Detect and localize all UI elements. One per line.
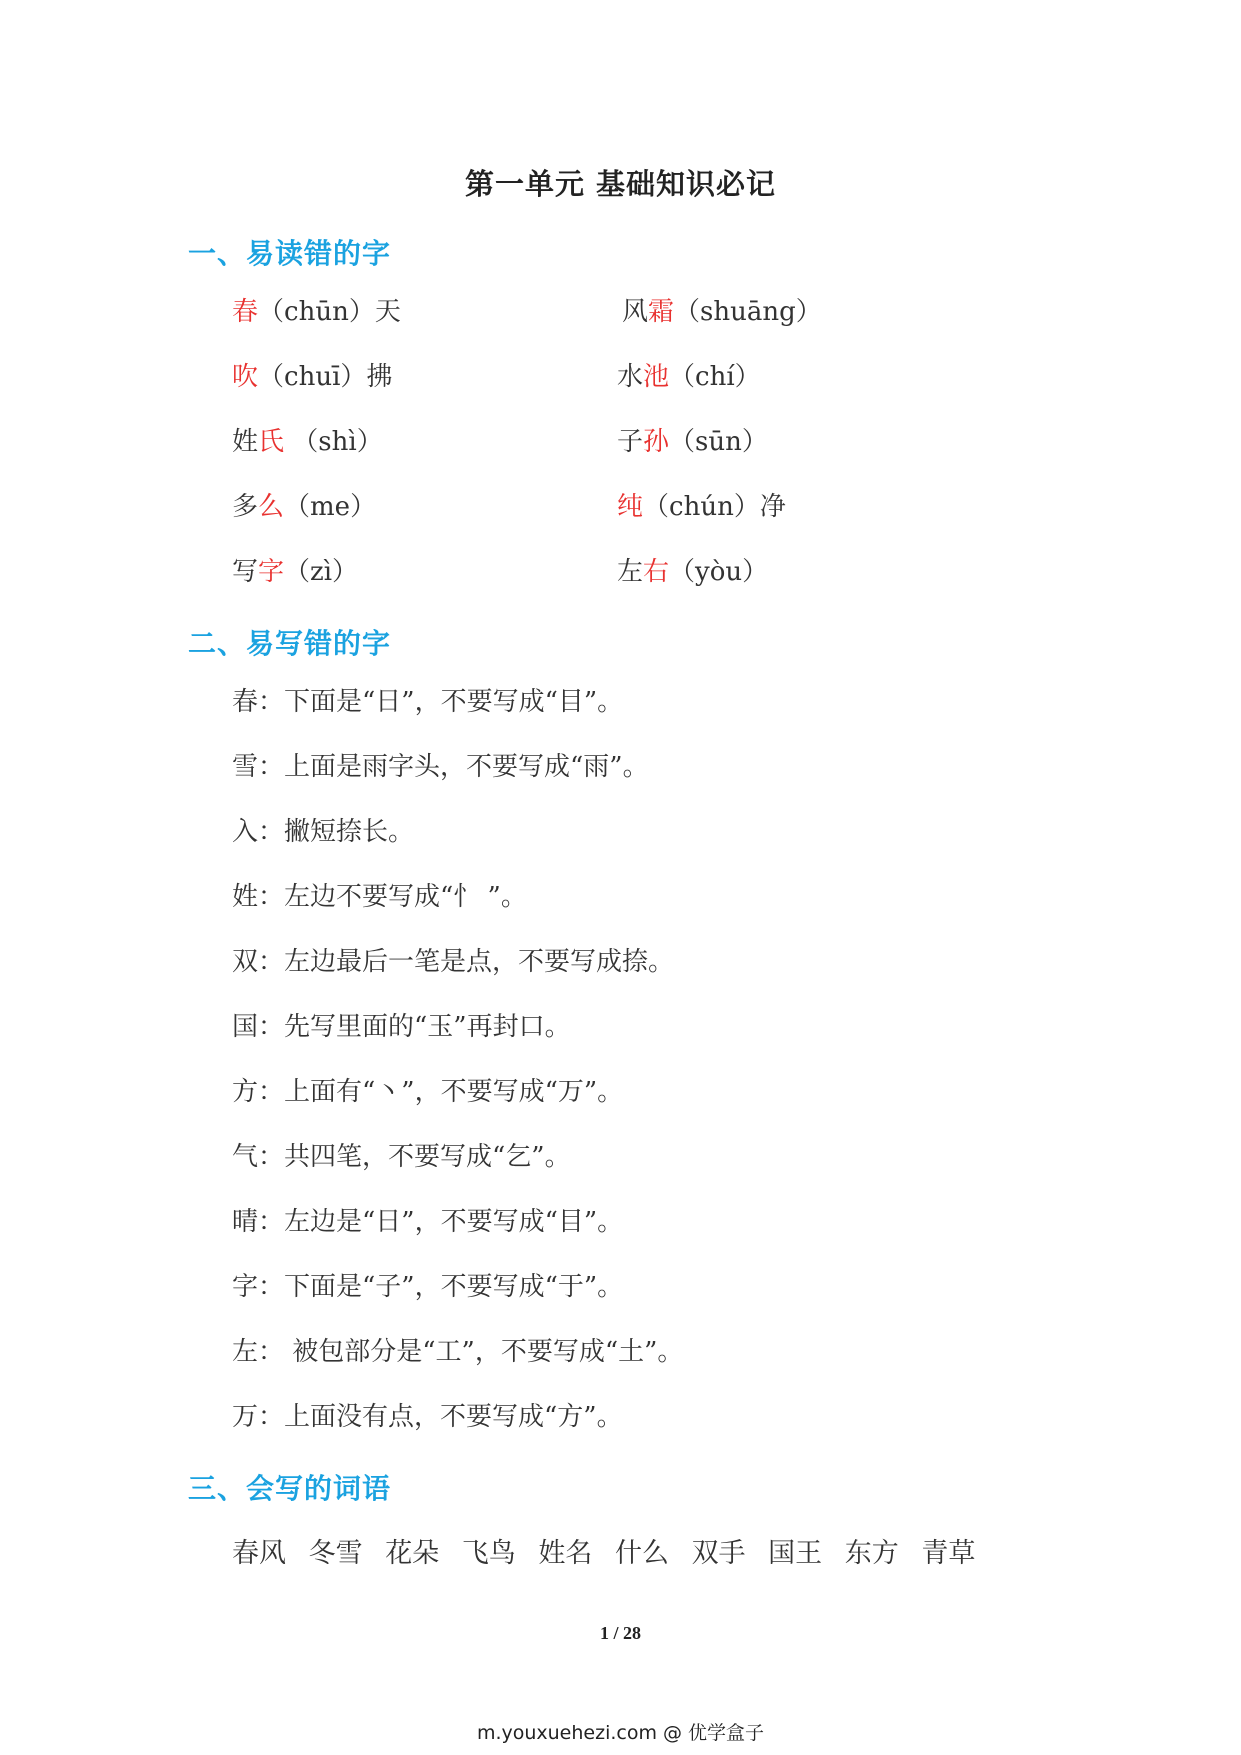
writing-rule: 晴：左边是“日”，不要写成“目”。 xyxy=(232,1207,624,1237)
reading-text: 子 xyxy=(617,427,644,457)
writing-rule: 万：上面没有点，不要写成“方”。 xyxy=(232,1402,623,1432)
writing-rule: 入：撇短捺长。 xyxy=(232,817,415,847)
section-heading-reading: 一、易读错的字 xyxy=(188,237,392,270)
reading-item xyxy=(232,426,383,458)
word-item: 东方 xyxy=(844,1538,899,1569)
word-item: 青草 xyxy=(921,1538,976,1569)
reading-text: 多 xyxy=(232,492,259,522)
reading-item xyxy=(622,296,822,328)
reading-text: 写 xyxy=(232,557,259,587)
word-item: 双手 xyxy=(691,1538,746,1569)
word-list xyxy=(232,1531,989,1570)
word-item: 冬雪 xyxy=(308,1538,363,1569)
reading-item xyxy=(617,426,768,458)
highlighted-char: 春 xyxy=(232,297,259,327)
word-item: 姓名 xyxy=(538,1538,593,1569)
highlighted-char: 吹 xyxy=(232,362,259,392)
reading-item xyxy=(232,556,358,588)
reading-text: （shuāng） xyxy=(674,297,822,327)
highlighted-char: 霜 xyxy=(648,297,675,327)
highlighted-char: 右 xyxy=(643,557,670,587)
word-item: 飞鸟 xyxy=(461,1538,516,1569)
reading-text: 水 xyxy=(617,362,644,392)
reading-item xyxy=(232,491,376,523)
reading-text: （chuī）拂 xyxy=(258,362,393,392)
reading-item xyxy=(617,556,768,588)
writing-rule: 左： 被包部分是“工”，不要写成“土”。 xyxy=(232,1337,684,1367)
reading-text: （chí） xyxy=(669,362,761,392)
reading-item xyxy=(232,361,392,393)
word-item: 花朵 xyxy=(385,1538,440,1569)
highlighted-char: 池 xyxy=(643,362,670,392)
reading-text: （chūn）天 xyxy=(258,297,401,327)
highlighted-char: 氏 xyxy=(258,427,285,457)
word-item: 什么 xyxy=(614,1538,669,1569)
page-number: 1 / 28 xyxy=(599,1623,641,1643)
reading-text: （me） xyxy=(284,492,377,522)
reading-item xyxy=(617,361,761,393)
word-item: 春风 xyxy=(232,1538,286,1569)
writing-rule: 国：先写里面的“玉”再封口。 xyxy=(232,1012,571,1042)
section-heading-writing: 二、易写错的字 xyxy=(188,627,392,660)
reading-text: （yòu） xyxy=(669,557,769,587)
page-title: 第一单元 基础知识必记 xyxy=(464,167,777,201)
footer-watermark: m.youxuehezi.com @ 优学盒子 xyxy=(476,1722,765,1744)
reading-item xyxy=(232,296,401,328)
writing-rule: 气：共四笔，不要写成“乞”。 xyxy=(232,1142,571,1172)
writing-rule: 字：下面是“子”，不要写成“于”。 xyxy=(232,1272,624,1302)
highlighted-char: 孙 xyxy=(643,427,670,457)
highlighted-char: 字 xyxy=(258,557,285,587)
writing-rule: 双：左边最后一笔是点，不要写成捺。 xyxy=(232,947,675,977)
writing-rule: 方：上面有“丶”，不要写成“万”。 xyxy=(232,1077,624,1107)
writing-rule: 春：下面是“日”，不要写成“目”。 xyxy=(232,687,624,717)
reading-text: （shì） xyxy=(284,427,383,457)
writing-rule: 姓：左边不要写成“忄 ”。 xyxy=(232,882,527,912)
highlighted-char: 纯 xyxy=(617,492,644,522)
highlighted-char: 么 xyxy=(258,492,285,522)
word-item: 国王 xyxy=(768,1538,823,1569)
reading-text: （sūn） xyxy=(669,427,768,457)
writing-rule: 雪：上面是雨字头，不要写成“雨”。 xyxy=(232,752,649,782)
reading-text: 左 xyxy=(617,557,644,587)
reading-text: 风 xyxy=(622,297,649,327)
reading-text: （zì） xyxy=(284,557,359,587)
reading-text: （chún）净 xyxy=(643,492,786,522)
reading-item xyxy=(617,491,786,523)
section-heading-words: 三、会写的词语 xyxy=(188,1472,392,1505)
reading-text: 姓 xyxy=(232,427,259,457)
